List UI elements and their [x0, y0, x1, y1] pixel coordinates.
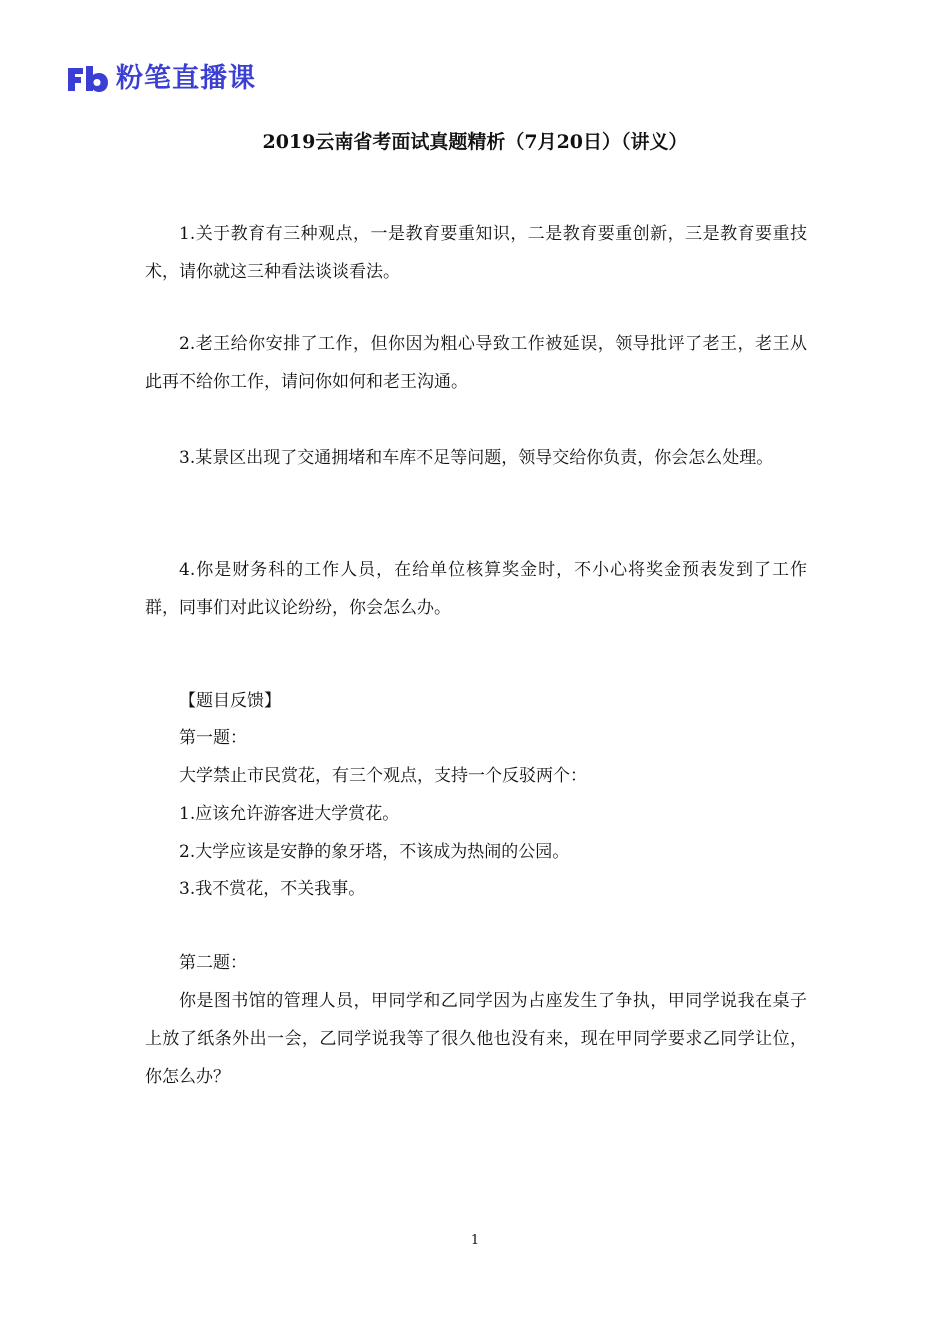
- feedback-q1-intro: 大学禁止市民赏花，有三个观点，支持一个反驳两个：: [179, 766, 587, 786]
- feedback-heading: 【题目反馈】: [179, 691, 281, 711]
- document-title: 2019云南省考面试真题精析（7月20日）（讲义）: [262, 131, 688, 153]
- fb-logo-icon: [66, 64, 110, 94]
- page-number: 1: [470, 1233, 480, 1248]
- feedback-q1-point: 2.大学应该是安静的象牙塔，不该成为热闹的公园。: [179, 842, 570, 862]
- question-2: 2.老王给你安排了工作，但你因为粗心导致工作被延误，领导批评了老王，老王从此再不给你工作，请问你如何和老王沟通。: [145, 334, 807, 392]
- feedback-q1-label: 第一题：: [179, 728, 247, 748]
- feedback-q2-text: 你是图书馆的管理人员，甲同学和乙同学因为占座发生了争执，甲同学说我在桌子上放了纸条外出一会，乙同学说我等了很久他也没有来，现在甲同学要求乙同学让位，你怎么办？: [145, 991, 807, 1087]
- feedback-q1-point: 1.应该允许游客进大学赏花。: [179, 804, 400, 824]
- question-3: 3.某景区出现了交通拥堵和车库不足等问题，领导交给你负责，你会怎么处理。: [179, 448, 774, 468]
- logo-text: 粉笔直播课: [116, 63, 256, 94]
- brand-logo: [66, 62, 256, 96]
- question-4: 4.你是财务科的工作人员，在给单位核算奖金时，不小心将奖金预表发到了工作群，同事们对此议论纷纷，你会怎么办。: [145, 560, 807, 618]
- question-1: 1.关于教育有三种观点，一是教育要重知识，二是教育要重创新，三是教育要重技术，请你就这三种看法谈谈看法。: [145, 224, 807, 282]
- feedback-q2-label: 第二题：: [179, 953, 247, 973]
- feedback-q1-point: 3.我不赏花，不关我事。: [179, 879, 366, 899]
